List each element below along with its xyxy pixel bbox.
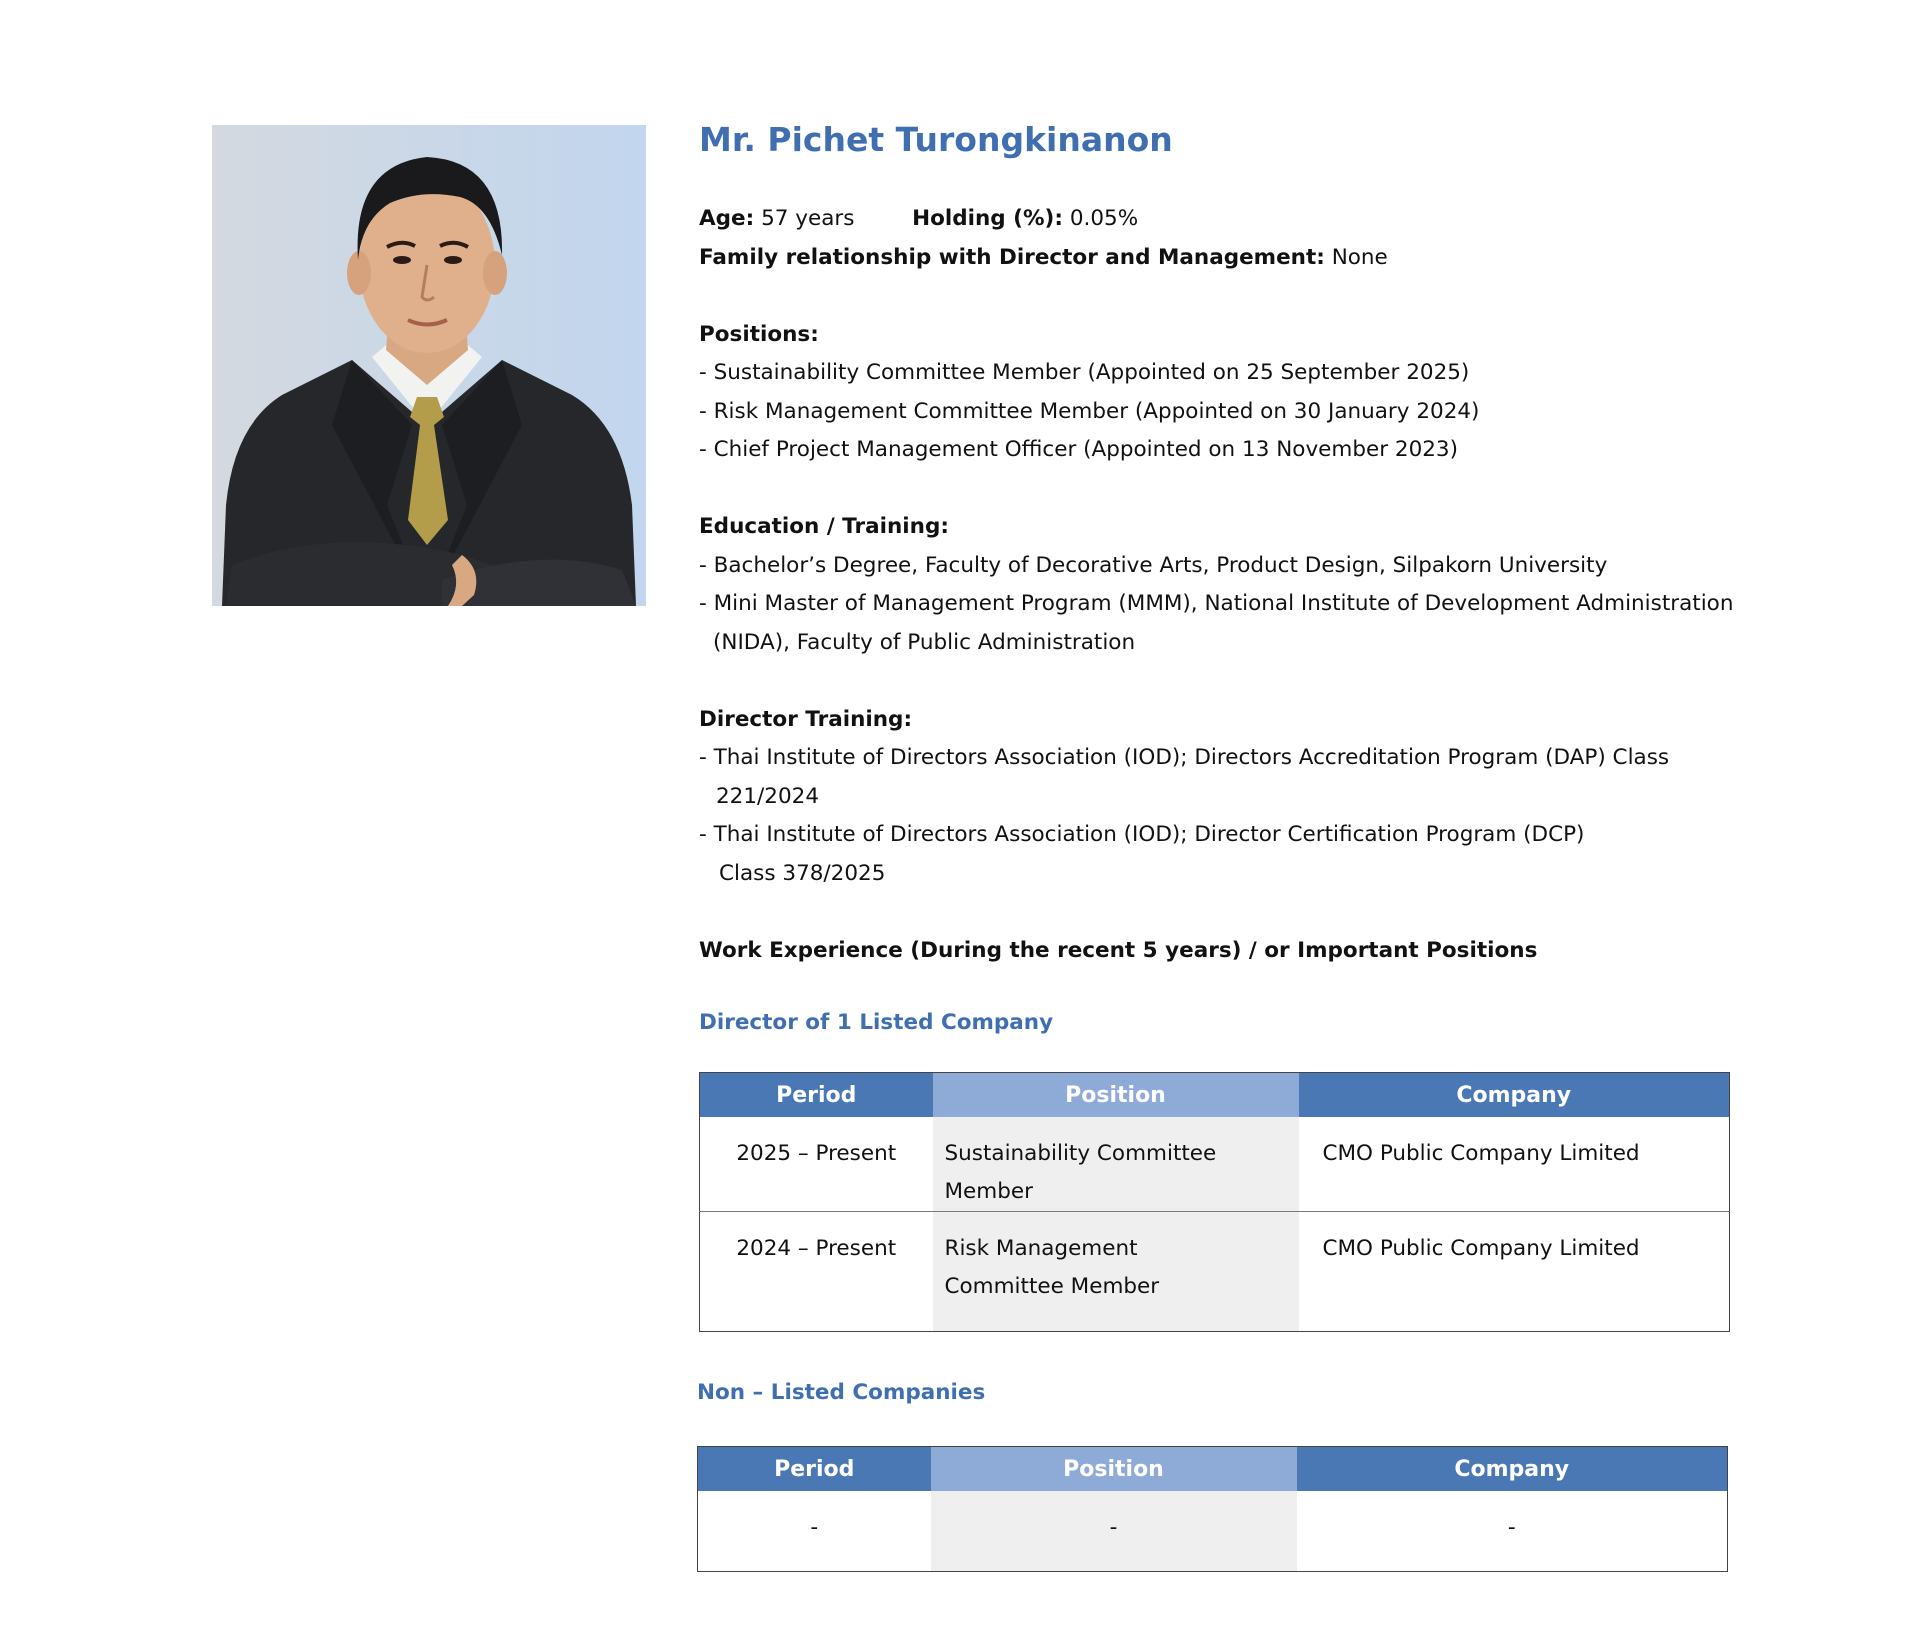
portrait-illustration [212, 125, 646, 606]
column-header-period: Period [698, 1447, 931, 1492]
table-row [698, 1491, 1728, 1571]
non-listed-company-table [697, 1446, 1728, 1572]
positions-heading: Positions: [699, 321, 819, 347]
company-cell: CMO Public Company Limited [1322, 1141, 1640, 1166]
column-header-position: Position [933, 1073, 1299, 1118]
education-heading: Education / Training: [699, 514, 949, 539]
table-row [700, 1117, 1730, 1212]
period-cell: - [810, 1515, 819, 1540]
age-label: Age: [699, 206, 755, 231]
column-header-position: Position [931, 1447, 1297, 1492]
education-item-continued: (NIDA), Faculty of Public Administration [713, 629, 1136, 655]
position-item: - Risk Management Committee Member (Appointed on 30 January 2024) [699, 398, 1480, 424]
listed-company-heading: Director of 1 Listed Company [699, 1010, 1054, 1035]
age-value: 57 years [761, 206, 855, 231]
period-cell: 2024 – Present [700, 1212, 933, 1332]
holding-value: 0.05% [1069, 206, 1139, 231]
non-listed-company-heading: Non – Listed Companies [697, 1380, 986, 1405]
training-item-continued: Class 378/2025 [719, 860, 886, 886]
profile-content [697, 118, 1734, 1572]
family-value: None [1331, 244, 1388, 270]
holding-label: Holding (%): [912, 206, 1063, 231]
family-line [699, 239, 1729, 278]
profile-photo [212, 125, 646, 606]
family-label: Family relationship with Director and Management: [699, 244, 1325, 270]
work-experience-heading: Work Experience (During the recent 5 years) / or Important Positions [699, 937, 1538, 963]
position-cell: Sustainability Committee Member [933, 1117, 1299, 1212]
column-header-company: Company [1299, 1073, 1730, 1118]
listed-company-table [699, 1072, 1730, 1332]
director-training-heading: Director Training: [699, 706, 913, 732]
education-item: - Mini Master of Management Program (MMM), National Institute of Development Administration [699, 591, 1734, 616]
company-cell: - [1507, 1515, 1516, 1540]
period-cell: 2025 – Present [736, 1141, 897, 1166]
person-name: Mr. Pichet Turongkinanon [699, 120, 1173, 159]
position-cell: - [931, 1491, 1297, 1571]
column-header-period: Period [700, 1073, 933, 1118]
training-item-continued: 221/2024 [716, 783, 819, 809]
position-item: - Chief Project Management Officer (Appointed on 13 November 2023) [699, 437, 1458, 462]
company-cell: CMO Public Company Limited [1299, 1212, 1730, 1332]
column-header-company: Company [1297, 1447, 1728, 1492]
age-holding-line [699, 200, 1729, 239]
training-item: - Thai Institute of Directors Association (IOD); Directors Accreditation Program (DAP) Class [699, 745, 1670, 770]
position-cell: Risk Management Committee Member [933, 1212, 1299, 1332]
table-row [700, 1212, 1730, 1332]
position-item: - Sustainability Committee Member (Appointed on 25 September 2025) [699, 360, 1470, 385]
training-item: - Thai Institute of Directors Association (IOD); Director Certification Program (DCP) [699, 822, 1585, 847]
education-item: - Bachelor’s Degree, Faculty of Decorative Arts, Product Design, Silpakorn University [699, 552, 1608, 578]
